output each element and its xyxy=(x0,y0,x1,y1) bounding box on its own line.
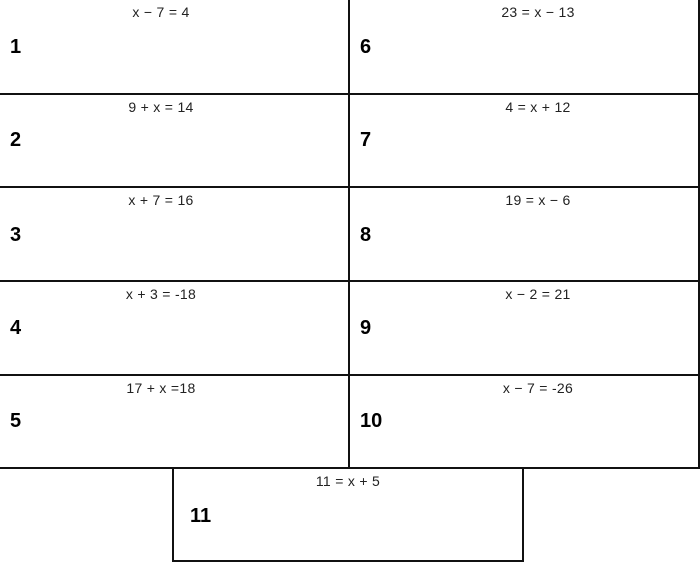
problem-number: 1 xyxy=(10,36,22,58)
equation-text: 23 = x − 13 xyxy=(501,4,575,20)
problem-card-8 xyxy=(348,186,700,282)
problem-card-5 xyxy=(0,374,352,469)
problem-card-10 xyxy=(348,374,700,469)
equation-text: 11 = x + 5 xyxy=(315,473,381,489)
problem-card-1 xyxy=(0,0,352,95)
equation-text: 19 = x − 6 xyxy=(505,192,571,208)
problem-number: 11 xyxy=(190,505,212,527)
problem-number: 7 xyxy=(360,129,372,151)
equation-text: x − 7 = 4 xyxy=(132,4,190,20)
problem-number: 5 xyxy=(10,410,22,432)
equation-text: 4 = x + 12 xyxy=(505,99,571,115)
equation-text: x + 3 = -18 xyxy=(125,286,197,302)
problem-number: 8 xyxy=(360,224,372,246)
equation-text: 9 + x = 14 xyxy=(128,99,194,115)
problem-number: 6 xyxy=(360,36,372,58)
problem-card-7 xyxy=(348,93,700,188)
equation-text: x + 7 = 16 xyxy=(128,192,194,208)
problem-card-11 xyxy=(172,467,524,562)
problem-card-6 xyxy=(348,0,700,95)
problem-number: 9 xyxy=(360,317,372,339)
equation-text: 17 + x =18 xyxy=(126,380,196,396)
equation-text: x − 7 = -26 xyxy=(502,380,574,396)
problem-number: 2 xyxy=(10,129,22,151)
equation-text: x − 2 = 21 xyxy=(505,286,571,302)
problem-card-9 xyxy=(348,280,700,376)
problem-number: 3 xyxy=(10,224,22,246)
problem-number: 4 xyxy=(10,317,22,339)
problem-number: 10 xyxy=(360,410,383,432)
problem-card-3 xyxy=(0,186,352,282)
problem-card-2 xyxy=(0,93,352,188)
problem-card-4 xyxy=(0,280,352,376)
